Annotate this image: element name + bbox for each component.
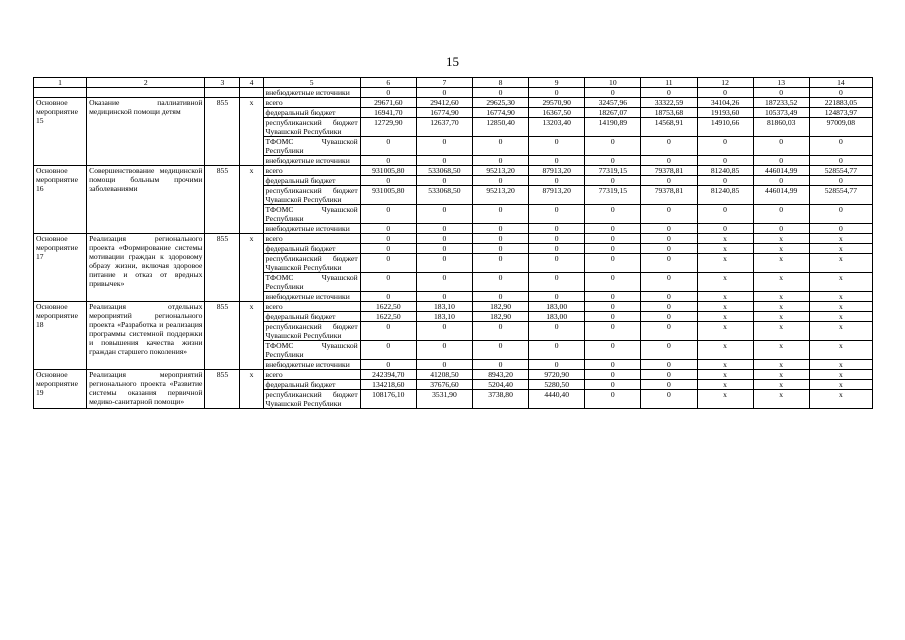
value-cell: 13203,40	[529, 118, 585, 137]
column-header-3: 3	[205, 78, 240, 88]
value-cell: 183,00	[529, 312, 585, 322]
value-cell: 0	[641, 176, 697, 186]
funding-source-cell: федеральный бюджет	[263, 312, 360, 322]
value-cell: 0	[529, 254, 585, 273]
value-cell: 0	[585, 137, 641, 156]
value-cell: x	[753, 341, 809, 360]
value-cell: 446014,99	[753, 186, 809, 205]
value-cell: 0	[697, 156, 753, 166]
value-cell: 0	[641, 273, 697, 292]
funding-source-cell: внебюджетные источники	[263, 156, 360, 166]
value-cell: x	[697, 254, 753, 273]
value-cell: 0	[416, 341, 472, 360]
value-cell: 183,10	[416, 302, 472, 312]
value-cell: 0	[416, 156, 472, 166]
value-cell: 0	[585, 156, 641, 166]
measure-name-cell: Оказание паллиативной медицинской помощи детям	[87, 98, 205, 166]
value-cell: x	[809, 244, 872, 254]
value-cell: 124873,97	[809, 108, 872, 118]
value-cell: 0	[585, 341, 641, 360]
value-cell: x	[809, 302, 872, 312]
value-cell: 528554,77	[809, 186, 872, 205]
value-cell: 0	[753, 156, 809, 166]
value-cell: 8943,20	[473, 370, 529, 380]
value-cell: 0	[809, 88, 872, 98]
value-cell: 0	[753, 88, 809, 98]
funding-source-cell: федеральный бюджет	[263, 108, 360, 118]
value-cell: 0	[416, 176, 472, 186]
value-cell: x	[753, 312, 809, 322]
value-cell: 0	[641, 234, 697, 244]
measure-name-cell: Совершенствование медицинской помощи больным прочими заболеваниями	[87, 166, 205, 234]
value-cell: 14190,89	[585, 118, 641, 137]
mark-cell: x	[240, 98, 263, 166]
value-cell: 16774,90	[473, 108, 529, 118]
value-cell: 0	[473, 234, 529, 244]
column-header-5: 5	[263, 78, 360, 88]
value-cell: 32457,96	[585, 98, 641, 108]
table-row	[34, 234, 873, 244]
mark-cell: x	[240, 166, 263, 234]
column-header-13: 13	[753, 78, 809, 88]
value-cell: x	[753, 390, 809, 409]
measure-kind-cell: Основное мероприятие 16	[34, 166, 87, 234]
measure-kind-cell	[34, 88, 87, 98]
value-cell: 0	[641, 156, 697, 166]
measure-kind-cell: Основное мероприятие 17	[34, 234, 87, 302]
value-cell: 97009,08	[809, 118, 872, 137]
value-cell: 134218,60	[360, 380, 416, 390]
mark-cell: x	[240, 234, 263, 302]
value-cell: x	[753, 322, 809, 341]
column-header-10: 10	[585, 78, 641, 88]
value-cell: x	[697, 312, 753, 322]
funding-source-cell: всего	[263, 234, 360, 244]
funding-source-cell: федеральный бюджет	[263, 176, 360, 186]
value-cell: 0	[697, 88, 753, 98]
value-cell: x	[753, 370, 809, 380]
value-cell: 41208,50	[416, 370, 472, 380]
value-cell: 0	[697, 205, 753, 224]
measure-kind-cell: Основное мероприятие 15	[34, 98, 87, 166]
value-cell: 221883,05	[809, 98, 872, 108]
mark-cell: x	[240, 302, 263, 370]
value-cell: 0	[585, 360, 641, 370]
value-cell: 3531,90	[416, 390, 472, 409]
value-cell: x	[753, 292, 809, 302]
value-cell: 0	[809, 137, 872, 156]
value-cell: 931005,80	[360, 166, 416, 176]
column-header-1: 1	[34, 78, 87, 88]
value-cell: 0	[585, 292, 641, 302]
value-cell: 0	[473, 322, 529, 341]
value-cell: 0	[529, 224, 585, 234]
value-cell: 0	[753, 137, 809, 156]
value-cell: 0	[529, 244, 585, 254]
value-cell: x	[697, 341, 753, 360]
value-cell: 931005,80	[360, 186, 416, 205]
value-cell: x	[697, 302, 753, 312]
value-cell: 0	[529, 292, 585, 302]
value-cell: 0	[529, 205, 585, 224]
value-cell: 12850,40	[473, 118, 529, 137]
value-cell: 242394,70	[360, 370, 416, 380]
value-cell: 0	[416, 292, 472, 302]
measure-name-cell	[87, 88, 205, 98]
code-cell	[205, 88, 240, 98]
value-cell: 33322,59	[641, 98, 697, 108]
value-cell: 0	[641, 254, 697, 273]
value-cell: 0	[641, 292, 697, 302]
value-cell: 0	[473, 137, 529, 156]
funding-source-cell: всего	[263, 302, 360, 312]
column-header-11: 11	[641, 78, 697, 88]
column-header-6: 6	[360, 78, 416, 88]
value-cell: 528554,77	[809, 166, 872, 176]
measure-name-cell: Реализация отдельных мероприятий регионального проекта «Разработка и реализация программы системной поддержки и повышения качества жизни граждан старшего поколения»	[87, 302, 205, 370]
funding-source-cell: ТФОМС Чувашской Республики	[263, 137, 360, 156]
measure-kind-cell: Основное мероприятие 19	[34, 370, 87, 409]
value-cell: 79378,81	[641, 166, 697, 176]
value-cell: 0	[416, 254, 472, 273]
value-cell: 29671,60	[360, 98, 416, 108]
value-cell: x	[809, 292, 872, 302]
measure-kind-cell: Основное мероприятие 18	[34, 302, 87, 370]
value-cell: x	[753, 273, 809, 292]
value-cell: 0	[473, 254, 529, 273]
mark-cell: x	[240, 370, 263, 409]
funding-source-cell: всего	[263, 98, 360, 108]
value-cell: 0	[641, 205, 697, 224]
value-cell: 0	[641, 341, 697, 360]
value-cell: 0	[585, 380, 641, 390]
value-cell: 0	[585, 254, 641, 273]
funding-source-cell: всего	[263, 370, 360, 380]
value-cell: 0	[641, 312, 697, 322]
value-cell: 0	[809, 205, 872, 224]
funding-source-cell: внебюджетные источники	[263, 360, 360, 370]
value-cell: 0	[473, 205, 529, 224]
value-cell: 29412,60	[416, 98, 472, 108]
value-cell: 4440,40	[529, 390, 585, 409]
value-cell: 0	[360, 292, 416, 302]
header-row	[34, 78, 873, 88]
value-cell: 0	[416, 244, 472, 254]
value-cell: 0	[529, 156, 585, 166]
value-cell: 0	[473, 341, 529, 360]
value-cell: 1622,50	[360, 312, 416, 322]
value-cell: 0	[529, 341, 585, 360]
value-cell: 0	[416, 224, 472, 234]
value-cell: 95213,20	[473, 186, 529, 205]
value-cell: 16774,90	[416, 108, 472, 118]
table-row	[34, 98, 873, 108]
value-cell: 0	[641, 380, 697, 390]
value-cell: 0	[585, 312, 641, 322]
value-cell: x	[697, 380, 753, 390]
value-cell: 0	[360, 244, 416, 254]
value-cell: 16941,70	[360, 108, 416, 118]
value-cell: x	[753, 244, 809, 254]
value-cell: 19193,60	[697, 108, 753, 118]
value-cell: 0	[641, 244, 697, 254]
value-cell: x	[753, 380, 809, 390]
value-cell: 14568,91	[641, 118, 697, 137]
value-cell: 0	[473, 224, 529, 234]
value-cell: x	[809, 322, 872, 341]
value-cell: 0	[641, 302, 697, 312]
value-cell: 18753,68	[641, 108, 697, 118]
value-cell: 0	[473, 292, 529, 302]
value-cell: 0	[416, 205, 472, 224]
value-cell: 0	[585, 88, 641, 98]
code-cell: 855	[205, 98, 240, 166]
value-cell: 0	[585, 322, 641, 341]
value-cell: 29570,90	[529, 98, 585, 108]
value-cell: 1622,50	[360, 302, 416, 312]
value-cell: 0	[360, 322, 416, 341]
budget-table	[33, 77, 873, 409]
value-cell: 18267,07	[585, 108, 641, 118]
value-cell: 0	[529, 273, 585, 292]
funding-source-cell: всего	[263, 166, 360, 176]
value-cell: 0	[641, 370, 697, 380]
value-cell: 446014,99	[753, 166, 809, 176]
value-cell: 81240,85	[697, 166, 753, 176]
value-cell: 0	[585, 176, 641, 186]
page-number: 15	[446, 54, 459, 69]
value-cell: 0	[360, 254, 416, 273]
value-cell: x	[697, 322, 753, 341]
value-cell: 533068,50	[416, 186, 472, 205]
value-cell: 0	[585, 234, 641, 244]
value-cell: 16367,50	[529, 108, 585, 118]
value-cell: x	[809, 380, 872, 390]
funding-source-cell: внебюджетные источники	[263, 88, 360, 98]
value-cell: 0	[416, 88, 472, 98]
value-cell: 95213,20	[473, 166, 529, 176]
value-cell: 0	[585, 273, 641, 292]
mark-cell	[240, 88, 263, 98]
value-cell: x	[809, 254, 872, 273]
value-cell: 0	[473, 156, 529, 166]
value-cell: 0	[529, 360, 585, 370]
code-cell: 855	[205, 166, 240, 234]
measure-name-cell: Реализация регионального проекта «Формирование системы мотивации граждан к здоровому образу жизни, включая здоровое питание и отказ от вредных привычек»	[87, 234, 205, 302]
value-cell: 0	[473, 176, 529, 186]
value-cell: 9720,90	[529, 370, 585, 380]
funding-source-cell: внебюджетные источники	[263, 224, 360, 234]
value-cell: 81240,85	[697, 186, 753, 205]
value-cell: x	[697, 244, 753, 254]
value-cell: 0	[360, 88, 416, 98]
value-cell: 0	[529, 234, 585, 244]
value-cell: 77319,15	[585, 186, 641, 205]
column-header-12: 12	[697, 78, 753, 88]
value-cell: 0	[641, 137, 697, 156]
value-cell: x	[809, 360, 872, 370]
value-cell: 0	[641, 360, 697, 370]
funding-source-cell: ТФОМС Чувашской Республики	[263, 341, 360, 360]
value-cell: 29625,30	[473, 98, 529, 108]
value-cell: 0	[753, 205, 809, 224]
value-cell: x	[753, 254, 809, 273]
value-cell: 533068,50	[416, 166, 472, 176]
funding-source-cell: ТФОМС Чувашской Республики	[263, 205, 360, 224]
value-cell: x	[809, 234, 872, 244]
value-cell: x	[753, 302, 809, 312]
value-cell: x	[809, 312, 872, 322]
funding-source-cell: федеральный бюджет	[263, 244, 360, 254]
value-cell: x	[697, 234, 753, 244]
code-cell: 855	[205, 234, 240, 302]
measure-name-cell: Реализация мероприятий регионального проекта «Развитие системы оказания первичной медико-санитарной помощи»	[87, 370, 205, 409]
value-cell: x	[697, 292, 753, 302]
value-cell: x	[809, 341, 872, 360]
value-cell: 0	[360, 234, 416, 244]
value-cell: x	[809, 390, 872, 409]
value-cell: 0	[529, 176, 585, 186]
value-cell: 0	[416, 360, 472, 370]
funding-source-cell: республиканский бюджет Чувашской Республики	[263, 186, 360, 205]
value-cell: 0	[585, 370, 641, 380]
value-cell: x	[697, 390, 753, 409]
value-cell: 0	[641, 322, 697, 341]
value-cell: 0	[641, 88, 697, 98]
column-header-9: 9	[529, 78, 585, 88]
value-cell: x	[697, 370, 753, 380]
table-row	[34, 370, 873, 380]
value-cell: x	[753, 234, 809, 244]
value-cell: 0	[697, 176, 753, 186]
value-cell: 0	[585, 224, 641, 234]
value-cell: 3738,80	[473, 390, 529, 409]
table-row	[34, 88, 873, 98]
value-cell: 0	[529, 88, 585, 98]
value-cell: 34104,26	[697, 98, 753, 108]
value-cell: 0	[585, 244, 641, 254]
value-cell: 0	[416, 273, 472, 292]
value-cell: x	[809, 370, 872, 380]
value-cell: 0	[360, 156, 416, 166]
funding-source-cell: внебюджетные источники	[263, 292, 360, 302]
column-header-2: 2	[87, 78, 205, 88]
value-cell: 37676,60	[416, 380, 472, 390]
value-cell: 0	[473, 360, 529, 370]
code-cell: 855	[205, 302, 240, 370]
value-cell: 0	[473, 88, 529, 98]
value-cell: 0	[360, 273, 416, 292]
column-header-4: 4	[240, 78, 263, 88]
funding-source-cell: республиканский бюджет Чувашской Республики	[263, 118, 360, 137]
value-cell: 5204,40	[473, 380, 529, 390]
value-cell: 0	[360, 205, 416, 224]
value-cell: 12729,90	[360, 118, 416, 137]
value-cell: 108176,10	[360, 390, 416, 409]
value-cell: 0	[529, 137, 585, 156]
value-cell: 0	[416, 234, 472, 244]
value-cell: x	[809, 273, 872, 292]
value-cell: 0	[809, 176, 872, 186]
value-cell: 0	[473, 244, 529, 254]
value-cell: 0	[641, 224, 697, 234]
value-cell: 0	[753, 224, 809, 234]
column-header-7: 7	[416, 78, 472, 88]
value-cell: 87913,20	[529, 186, 585, 205]
value-cell: 87913,20	[529, 166, 585, 176]
value-cell: 0	[697, 224, 753, 234]
value-cell: x	[697, 360, 753, 370]
column-header-8: 8	[473, 78, 529, 88]
value-cell: 0	[416, 137, 472, 156]
value-cell: x	[753, 360, 809, 370]
value-cell: 0	[529, 322, 585, 341]
value-cell: 0	[641, 390, 697, 409]
funding-source-cell: ТФОМС Чувашской Республики	[263, 273, 360, 292]
value-cell: 79378,81	[641, 186, 697, 205]
value-cell: 14910,66	[697, 118, 753, 137]
value-cell: 0	[360, 176, 416, 186]
value-cell: 0	[585, 390, 641, 409]
value-cell: 0	[473, 273, 529, 292]
table-row	[34, 166, 873, 176]
funding-source-cell: республиканский бюджет Чувашской Республики	[263, 254, 360, 273]
value-cell: 187233,52	[753, 98, 809, 108]
value-cell: x	[697, 273, 753, 292]
funding-source-cell: республиканский бюджет Чувашской Республики	[263, 390, 360, 409]
value-cell: 105373,49	[753, 108, 809, 118]
value-cell: 0	[697, 137, 753, 156]
value-cell: 0	[809, 156, 872, 166]
code-cell: 855	[205, 370, 240, 409]
value-cell: 182,90	[473, 302, 529, 312]
value-cell: 0	[416, 322, 472, 341]
table-row	[34, 302, 873, 312]
value-cell: 0	[585, 205, 641, 224]
value-cell: 182,90	[473, 312, 529, 322]
column-header-14: 14	[809, 78, 872, 88]
value-cell: 0	[360, 224, 416, 234]
value-cell: 0	[585, 302, 641, 312]
value-cell: 5280,50	[529, 380, 585, 390]
value-cell: 0	[809, 224, 872, 234]
value-cell: 183,10	[416, 312, 472, 322]
funding-source-cell: республиканский бюджет Чувашской Республики	[263, 322, 360, 341]
value-cell: 183,00	[529, 302, 585, 312]
funding-source-cell: федеральный бюджет	[263, 380, 360, 390]
value-cell: 0	[360, 360, 416, 370]
value-cell: 0	[360, 137, 416, 156]
value-cell: 77319,15	[585, 166, 641, 176]
value-cell: 12637,70	[416, 118, 472, 137]
value-cell: 0	[360, 341, 416, 360]
value-cell: 0	[753, 176, 809, 186]
value-cell: 81860,03	[753, 118, 809, 137]
